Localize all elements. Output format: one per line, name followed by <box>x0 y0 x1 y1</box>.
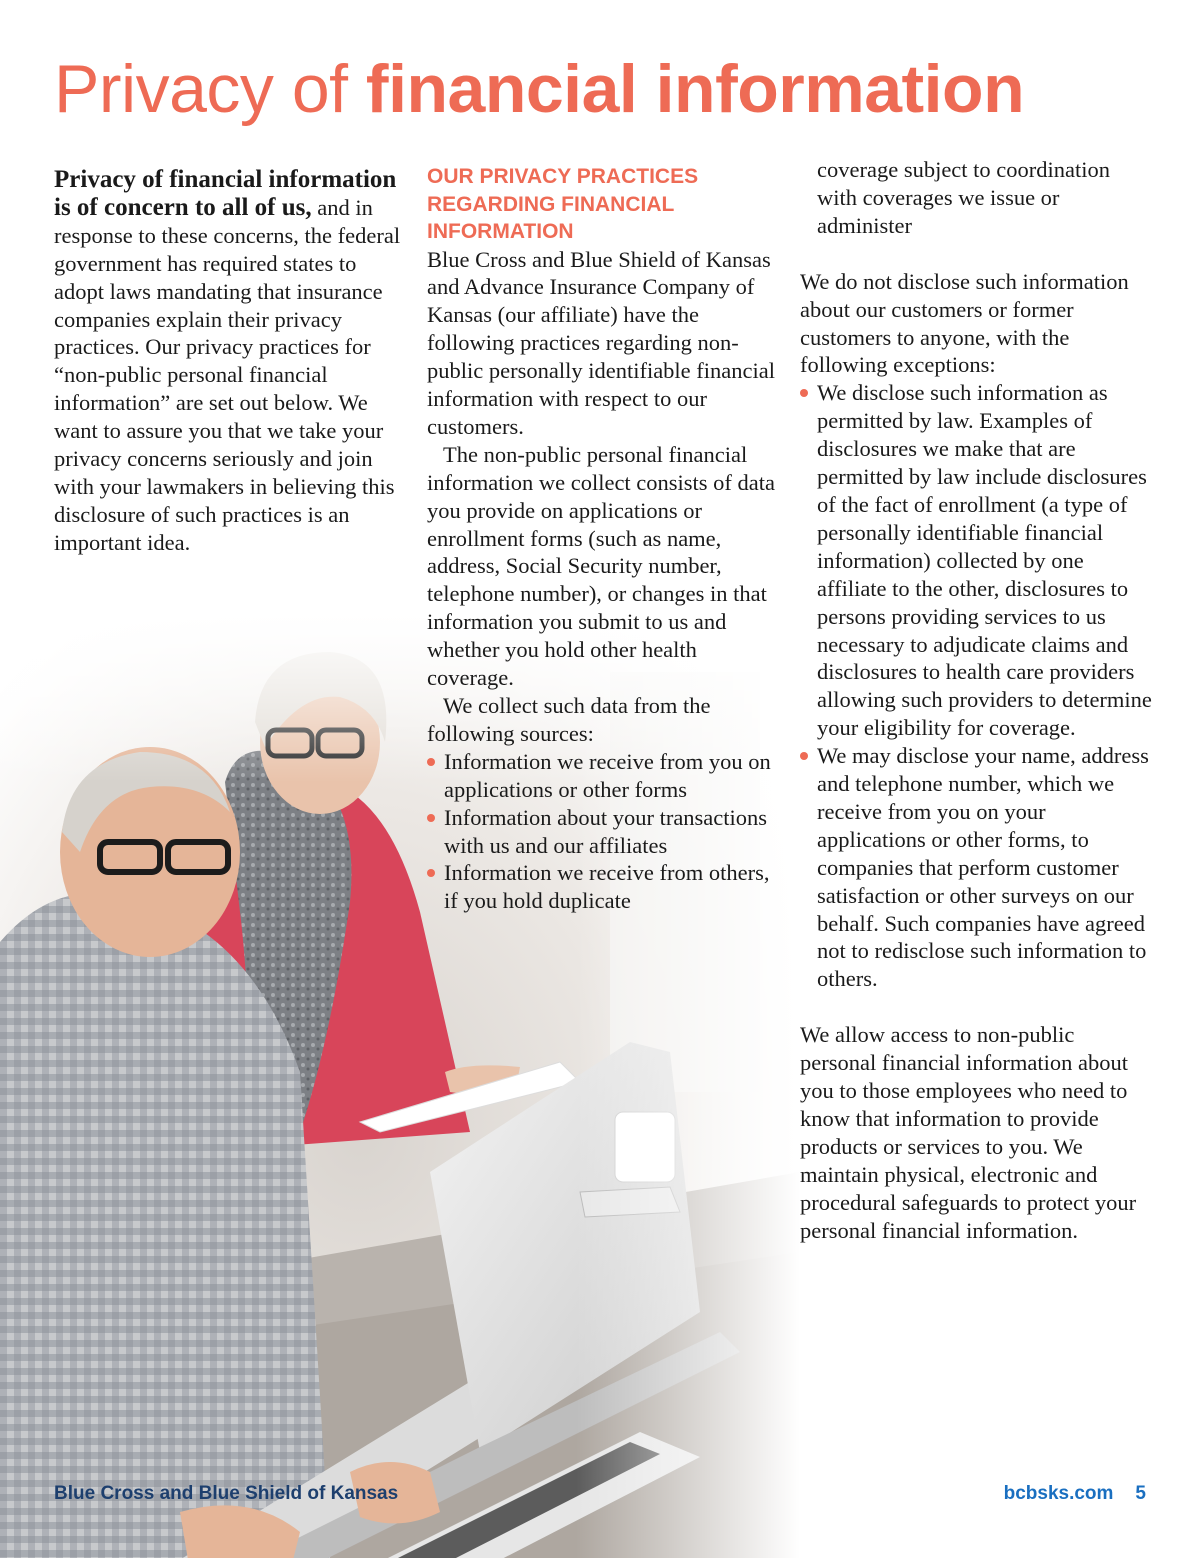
intro-column <box>54 166 406 557</box>
footer-right <box>1004 1483 1146 1505</box>
list-item <box>427 748 783 804</box>
list-item <box>800 742 1152 993</box>
list-item-text: Information we receive from others, if you hold duplicate <box>444 860 770 914</box>
list-item <box>427 804 783 860</box>
list-item-text: Information about your transactions with us and our affiliates <box>444 804 768 858</box>
practices-column <box>427 163 783 915</box>
intro-paragraph <box>54 166 406 557</box>
practices-paragraph-1: Blue Cross and Blue Shield of Kansas and Advance Insurance Company of Kansas (our affiliate) have the following practices regarding non-public personally identifiable financial information with respect to our customers. <box>427 246 776 439</box>
intro-lead: Privacy of financial information is of concern to all of us, <box>54 166 397 221</box>
disclosure-paragraph-1: We do not disclose such information about our customers or former customers to anyone, with the following exceptions: <box>800 268 1129 378</box>
list-continuation: coverage subject to coordination with coverages we issue or administer <box>817 157 1111 238</box>
bullet-icon <box>427 758 435 766</box>
title-bold: financial information <box>365 51 1025 127</box>
footer-organization: Blue Cross and Blue Shield of Kansas <box>54 1483 399 1504</box>
list-item-text: We may disclose your name, address and telephone number, which we receive from you on your applications or other forms, to companies that perform customer satisfaction or other surveys on our behalf. Such companies have agreed not to redisclose such information to others. <box>817 743 1149 992</box>
list-item <box>427 859 783 915</box>
list-item-text: Information we receive from you on applications or other forms <box>444 748 771 802</box>
bullet-icon <box>427 814 435 822</box>
intro-body: and in response to these concerns, the federal government has required states to adopt laws mandating that insurance companies explain their privacy practices. Our privacy practices for “non-public personal financial information” are set out below. We want to assure you that we take your privacy concerns seriously and join with your lawmakers in believing this disclosure of such practices is an important idea. <box>54 194 401 555</box>
page-number: 5 <box>1135 1483 1146 1504</box>
list-item <box>800 379 1152 742</box>
disclosure-column <box>800 156 1152 1245</box>
page-title <box>54 52 1024 127</box>
bullet-icon <box>800 752 808 760</box>
footer-website-link[interactable]: bcbsks.com <box>1003 1483 1114 1504</box>
practices-paragraph-2: The non-public personal financial information we collect consists of data you provide on applications or enrollment forms (such as name, address, Social Security number, telephone number), or changes in that information you submit to us and whether you hold other health coverage. <box>427 441 776 691</box>
list-item-text: We disclose such information as permitted by law. Examples of disclosures we make that are permitted by law include disclosures of the fact of enrollment (a type of personally identifiable financial information) collected by one affiliate to the other, disclosures to persons providing services to us necessary to adjudicate claims and disclosures to health care providers allowing such providers to determine your eligibility for coverage. <box>817 380 1152 741</box>
sources-list <box>427 748 783 915</box>
exceptions-list <box>800 379 1152 993</box>
practices-paragraph-3: We collect such data from the following sources: <box>427 693 711 746</box>
disclosure-paragraph-2: We allow access to non-public personal financial information about you to those employees who need to know that information to provide products or services to you. We maintain physical, electronic and procedural safeguards to protect your personal financial information. <box>800 1022 1137 1243</box>
title-light: Privacy of <box>54 51 366 127</box>
bullet-icon <box>800 389 808 397</box>
bullet-icon <box>427 869 435 877</box>
practices-heading: OUR PRIVACY PRACTICES REGARDING FINANCIAL INFORMATION <box>427 165 699 243</box>
